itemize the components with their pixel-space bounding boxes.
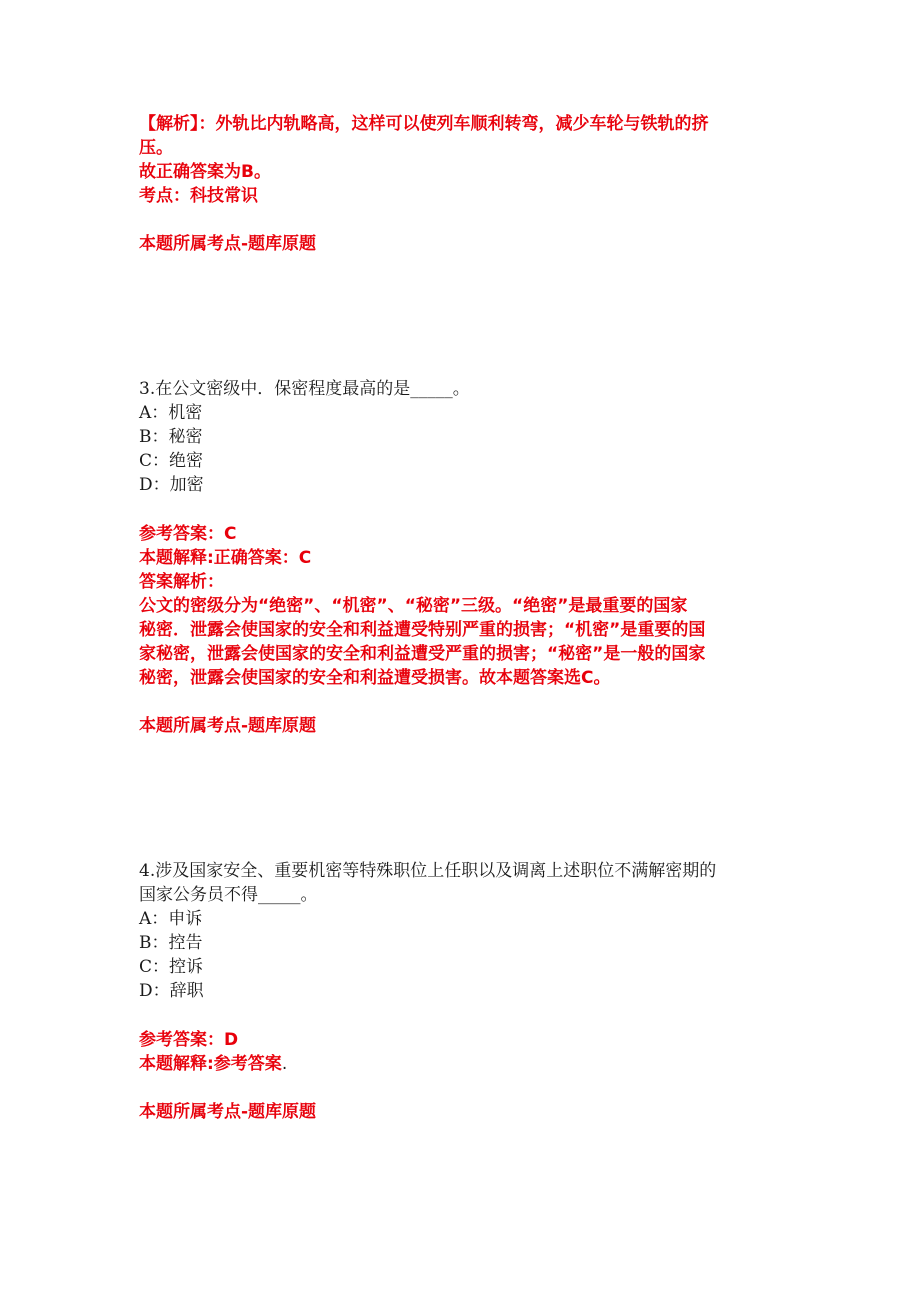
question-3-explanation: 本题解释:正确答案：C [139, 548, 312, 568]
question-4-explanation-period: . [281, 1054, 288, 1074]
source-label-3: 本题所属考点-题库原题 [139, 1102, 317, 1122]
question-4-stem-line-2: 国家公务员不得_____。 [139, 885, 318, 905]
question-3-analysis-line-3: 家秘密，泄露会使国家的安全和利益遭受严重的损害；“秘密”是一般的国家 [139, 644, 706, 664]
question-4-reference-answer: 参考答案：D [139, 1030, 239, 1050]
analysis-line-1: 【解析】：外轨比内轨略高，这样可以使列车顺利转弯，减少车轮与铁轨的挤 [139, 114, 709, 134]
question-3-option-a: A：机密 [139, 403, 203, 423]
question-4-explanation [139, 1052, 287, 1076]
question-3-option-c: C：绝密 [139, 451, 204, 471]
source-label-2: 本题所属考点-题库原题 [139, 716, 317, 736]
question-4-option-d: D：辞职 [139, 981, 204, 1001]
analysis-line-2: 压。 [139, 138, 173, 158]
correct-answer-conclusion: 故正确答案为B。 [139, 162, 271, 182]
question-3-reference-answer: 参考答案：C [139, 524, 237, 544]
question-4-explanation-text: 本题解释:参考答案 [139, 1054, 282, 1074]
question-3-analysis-line-2: 秘密．泄露会使国家的安全和利益遭受特别严重的损害；“机密”是重要的国 [139, 620, 706, 640]
question-3-option-b: B：秘密 [139, 427, 203, 447]
kaodian-label: 考点：科技常识 [139, 186, 258, 206]
source-label-1: 本题所属考点-题库原题 [139, 234, 317, 254]
question-4-option-c: C：控诉 [139, 957, 204, 977]
question-3-analysis-title: 答案解析： [139, 572, 224, 592]
question-3-option-d: D：加密 [139, 475, 204, 495]
question-3-stem: 3.在公文密级中．保密程度最高的是_____。 [139, 379, 470, 399]
question-4-option-b: B：控告 [139, 933, 203, 953]
question-4-stem-line-1: 4.涉及国家安全、重要机密等特殊职位上任职以及调离上述职位不满解密期的 [139, 861, 717, 881]
question-4-option-a: A：申诉 [139, 909, 203, 929]
question-3-analysis-line-1: 公文的密级分为“绝密”、“机密”、“秘密”三级。“绝密”是最重要的国家 [139, 596, 688, 616]
question-3-analysis-line-4: 秘密，泄露会使国家的安全和利益遭受损害。故本题答案选C。 [139, 668, 611, 688]
